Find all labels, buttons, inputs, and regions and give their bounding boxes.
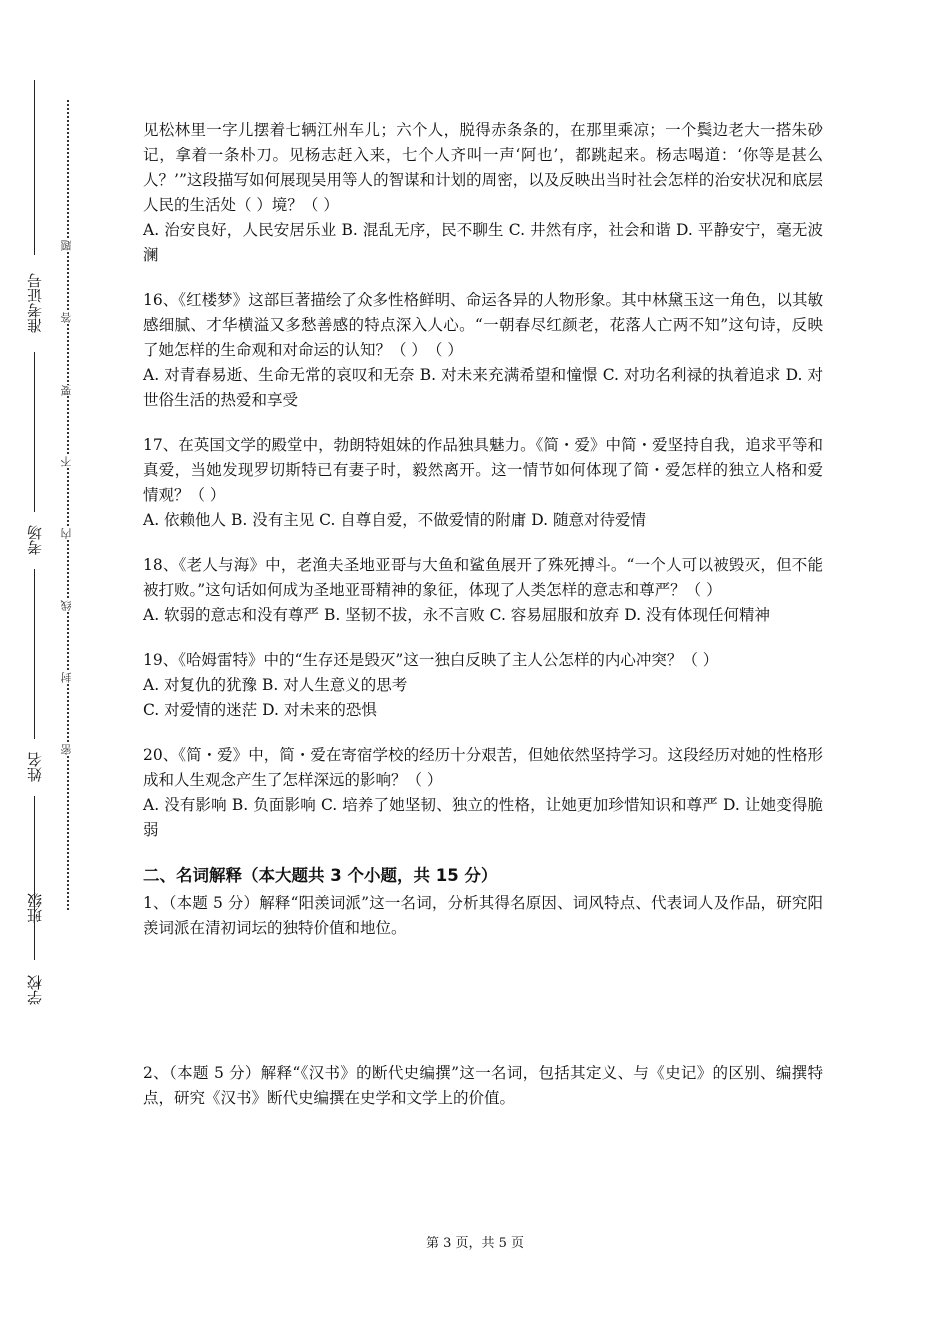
question-17-options: A. 依赖他人 B. 没有主见 C. 自尊自爱，不做爱情的附庸 D. 随意对待爱情: [143, 511, 646, 529]
question-18: [143, 553, 823, 628]
question-19-options-line1: A. 对复仇的犹豫 B. 对人生意义的思考: [143, 676, 408, 694]
question-15-text: 见松林里一字儿摆着七辆江州车儿；六个人，脱得赤条条的，在那里乘凉；一个鬓边老大一搭朱砂记，拿着一条朴刀。见杨志赶入来，七个人齐叫一声‘阿也’，都跳起来。杨志喝道：‘你等是甚么人？’”这段描写如何展现吴用等人的智谋和计划的周密，以及反映出当时社会怎样的治安状况和底层人民的生活处（ ）境？（ ）: [143, 121, 823, 214]
field-label-class: 班级: [26, 893, 44, 923]
field-label-exam-number: 准考证号: [26, 273, 44, 333]
field-line-name: [34, 569, 35, 739]
question-17: [143, 433, 823, 533]
question-20-options: A. 没有影响 B. 负面影响 C. 培养了她坚韧、独立的性格，让她更加珍惜知识和尊严 D. 让她变得脆弱: [143, 796, 823, 839]
field-label-name: 姓名: [26, 752, 44, 782]
binding-margin: [0, 0, 110, 1344]
field-label-exam-room: 考场: [26, 525, 44, 555]
answer-space-1: [143, 941, 823, 1061]
question-17-text: 17、在英国文学的殿堂中，勃朗特姐妹的作品独具魅力。《简・爱》中简・爱坚持自我，追求平等和真爱，当她发现罗切斯特已有妻子时，毅然离开。这一情节如何体现了简・爱怎样的独立人格和爱情观？（ ）: [143, 436, 823, 504]
seal-char-bu: 不: [60, 456, 76, 467]
seal-char-yao: 要: [60, 385, 76, 396]
field-label-school: 学校: [26, 975, 44, 1005]
field-line-exam-number: [34, 80, 35, 255]
question-20-text: 20、《简・爱》中，简・爱在寄宿学校的经历十分艰苦，但她依然坚持学习。这段经历对她的性格形成和人生观念产生了怎样深远的影响？（ ）: [143, 746, 823, 789]
question-16-options: A. 对青春易逝、生命无常的哀叹和无奈 B. 对未来充满希望和憧憬 C. 对功名利禄的执着追求 D. 对世俗生活的热爱和享受: [143, 366, 823, 409]
student-info-fields: [22, 80, 48, 940]
question-19-options-line2: C. 对爱情的迷茫 D. 对未来的恐惧: [143, 701, 377, 719]
question-20: [143, 743, 823, 843]
question-16-text: 16、《红楼梦》这部巨著描绘了众多性格鲜明、命运各异的人物形象。其中林黛玉这一角色，以其敏感细腻、才华横溢又多愁善感的特点深入人心。“一朝春尽红颜老，花落人亡两不知”这句诗，反映了她怎样的生命观和对命运的认知？（ ） （ ）: [143, 291, 823, 359]
term-question-2: [143, 1061, 823, 1111]
question-16: [143, 288, 823, 413]
section-2-title: 二、名词解释（本大题共 3 个小题，共 15 分）: [143, 866, 498, 885]
student-info-fields-school: [22, 940, 48, 1140]
seal-char-xian: 线: [60, 600, 76, 611]
field-line-exam-room: [34, 352, 35, 512]
exam-content: [143, 118, 823, 1131]
question-18-text: 18、《老人与海》中，老渔夫圣地亚哥与大鱼和鲨鱼展开了殊死搏斗。“一个人可以被毁灭，但不能被打败。”这句话如何成为圣地亚哥精神的象征，体现了人类怎样的意志和尊严？（ ）: [143, 556, 823, 599]
question-18-options: A. 软弱的意志和没有尊严 B. 坚韧不拔，永不言败 C. 容易屈服和放弃 D. 没有体现任何精神: [143, 606, 770, 624]
seal-line: [60, 100, 76, 910]
seal-char-nei: 内: [60, 528, 76, 539]
seal-char-mi: 密: [60, 744, 76, 755]
field-line-school: [34, 860, 35, 960]
seal-char-feng: 封: [60, 672, 76, 683]
term-question-1: [143, 891, 823, 941]
term-question-1-text: 1、（本题 5 分）解释“阳羡词派”这一名词，分析其得名原因、词风特点、代表词人及作品，研究阳羡词派在清初词坛的独特价值和地位。: [143, 894, 823, 937]
question-15-options: A. 治安良好，人民安居乐业 B. 混乱无序，民不聊生 C. 井然有序，社会和谐 D. 平静安宁，毫无波澜: [143, 221, 823, 264]
seal-char-da: 答: [60, 312, 76, 323]
term-question-2-text: 2、（本题 5 分）解释“《汉书》的断代史编撰”这一名词，包括其定义、与《史记》的区别、编撰特点，研究《汉书》断代史编撰在史学和文学上的价值。: [143, 1064, 823, 1107]
seal-char-ti: 题: [60, 240, 76, 251]
question-15-continued: [143, 118, 823, 268]
question-19: [143, 648, 823, 723]
page-footer: 第 3 页，共 5 页: [425, 1236, 525, 1251]
seal-dotted-line: [67, 100, 69, 910]
question-19-text: 19、《哈姆雷特》中的“生存还是毁灭”这一独白反映了主人公怎样的内心冲突？（ ）: [143, 651, 719, 669]
